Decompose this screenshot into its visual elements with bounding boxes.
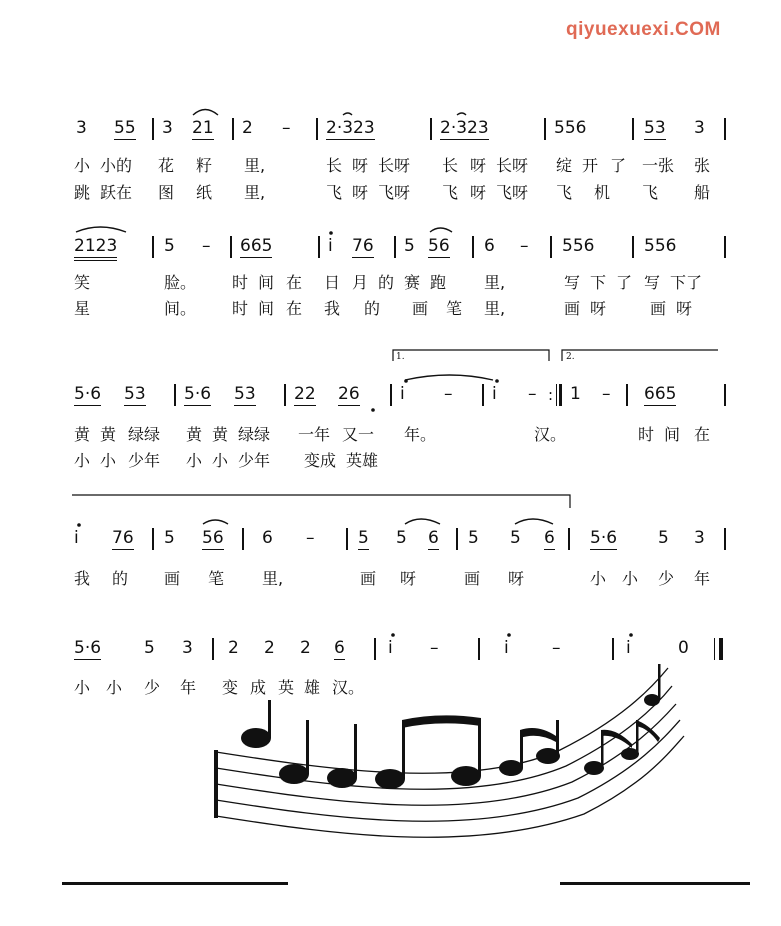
lyric: 小	[212, 451, 229, 470]
lyric: 纸	[196, 183, 213, 202]
note: i	[400, 384, 405, 404]
lyric: 的	[112, 569, 129, 588]
note: 56	[202, 528, 224, 548]
lyric: 一年	[298, 425, 331, 444]
lyric: 间	[664, 425, 681, 444]
lyric: 里,	[484, 273, 506, 292]
note: i	[74, 528, 79, 548]
note: i	[492, 384, 497, 404]
lyric: 绽	[556, 156, 573, 175]
lyric: 飞	[442, 183, 459, 202]
note: 5	[358, 528, 369, 548]
lyric: 跃在	[100, 183, 133, 202]
lyric: 笔	[446, 299, 463, 318]
music-note-head	[451, 766, 481, 786]
octave-dot	[404, 379, 408, 383]
lyric: 间	[258, 299, 275, 318]
lyric: 画	[564, 299, 581, 318]
note: 76	[352, 236, 374, 256]
slur	[430, 228, 452, 232]
lyric: 绿绿	[128, 425, 161, 444]
octave-dot	[391, 633, 395, 637]
lyric: 小	[106, 678, 123, 697]
lyric: 小	[74, 156, 91, 175]
lyric: 星	[74, 299, 91, 318]
lyric: 英雄	[346, 451, 379, 470]
note: 665	[644, 384, 677, 404]
note: 26	[338, 384, 360, 404]
volta-2-label: 2.	[566, 352, 575, 362]
lyric: 汉。	[534, 425, 567, 444]
note: 6	[262, 528, 273, 548]
lyric: 绿绿	[238, 425, 271, 444]
note: 2	[242, 118, 253, 138]
octave-dot	[495, 379, 499, 383]
lyric: 画	[164, 569, 181, 588]
note: 5·6	[74, 384, 102, 404]
note: 76	[112, 528, 134, 548]
lyric: 时	[232, 299, 249, 318]
lyric: 里,	[484, 299, 506, 318]
note: 5	[144, 638, 155, 658]
note: 53	[644, 118, 666, 138]
lyric: 飞呀	[378, 183, 411, 202]
dash: –	[430, 638, 439, 658]
lyric: 画	[650, 299, 667, 318]
note: 556	[554, 118, 587, 138]
lyric: 了	[610, 156, 627, 175]
dash: –	[552, 638, 561, 658]
lyric: 月	[352, 273, 369, 292]
lyric: 雄	[304, 678, 321, 697]
lyric: 了	[616, 273, 633, 292]
music-note-head	[375, 769, 405, 789]
music-note-head	[279, 764, 309, 784]
slur	[457, 113, 466, 115]
note: 5·6	[184, 384, 212, 404]
note: 6	[544, 528, 555, 548]
lyric: 笑	[74, 273, 91, 292]
note: 2	[264, 638, 275, 658]
volta-1-bracket	[393, 350, 549, 361]
lyric: 年。	[404, 425, 437, 444]
lyric: 图	[158, 183, 175, 202]
lyric: 里,	[244, 156, 266, 175]
octave-dot-low	[371, 408, 375, 412]
note: 2123	[74, 236, 117, 261]
lyric: 间。	[164, 299, 197, 318]
bracket-line	[72, 495, 570, 508]
slur	[203, 520, 228, 524]
note: 2	[300, 638, 311, 658]
note: 5	[510, 528, 521, 548]
lyric: 呀	[676, 299, 693, 318]
lyric: 飞	[642, 183, 659, 202]
lyric: 下	[590, 273, 607, 292]
dash: –	[282, 118, 291, 138]
lyric: 黄	[100, 425, 117, 444]
lyric: 写	[564, 273, 581, 292]
note: i	[388, 638, 393, 658]
lyric: 变成	[304, 451, 337, 470]
lyric: 小	[74, 451, 91, 470]
note: 5	[164, 528, 175, 548]
lyric: 呀	[352, 156, 369, 175]
lyric: 里,	[244, 183, 266, 202]
note: 5	[468, 528, 479, 548]
octave-dot	[507, 633, 511, 637]
repeat-end-sign: :	[550, 384, 562, 406]
lyric: 年	[180, 678, 197, 697]
lyric: 开	[582, 156, 599, 175]
lyric: 黄	[186, 425, 203, 444]
note: 5·6	[74, 638, 102, 658]
lyric: 小	[74, 678, 91, 697]
lyric: 少年	[128, 451, 161, 470]
lyric: 在	[286, 299, 303, 318]
note: 3	[182, 638, 193, 658]
note: 6	[428, 528, 439, 548]
lyric: 小的	[100, 156, 133, 175]
lyric: 我	[74, 569, 91, 588]
dash: –	[202, 236, 211, 256]
note: 56	[428, 236, 450, 256]
music-note-head	[499, 760, 523, 776]
staff-lines	[216, 668, 684, 837]
note: 21	[192, 118, 214, 138]
note: 556	[562, 236, 595, 256]
octave-dot	[629, 633, 633, 637]
volta-2-bracket	[562, 350, 718, 361]
note: 1	[570, 384, 581, 404]
lyric: 在	[694, 425, 711, 444]
octave-dot	[77, 523, 81, 527]
note: 0	[678, 638, 689, 658]
lyric: 脸。	[164, 273, 197, 292]
lyric: 籽	[196, 156, 213, 175]
lyric: 在	[286, 273, 303, 292]
lyric: 跑	[430, 273, 447, 292]
lyric: 间	[258, 273, 275, 292]
high-octave-dots	[77, 231, 633, 637]
footer-rule-right	[560, 882, 750, 885]
lyric: 长	[442, 156, 459, 175]
footer-rule-left	[62, 882, 288, 885]
dash: –	[520, 236, 529, 256]
note: i	[626, 638, 631, 658]
lyric: 英	[278, 678, 295, 697]
dash: –	[444, 384, 453, 404]
dash: –	[602, 384, 611, 404]
slur	[405, 519, 440, 524]
lyric: 跳	[74, 183, 91, 202]
note: i	[504, 638, 509, 658]
note: 3	[694, 528, 705, 548]
dash: –	[306, 528, 315, 548]
note: i	[328, 236, 333, 256]
lyric: 张	[694, 156, 711, 175]
note: 3	[162, 118, 173, 138]
lyric: 呀	[400, 569, 417, 588]
lyric: 花	[158, 156, 175, 175]
lyric: 时	[638, 425, 655, 444]
lyric: 呀	[508, 569, 525, 588]
lyric: 我	[324, 299, 341, 318]
note: 5	[404, 236, 415, 256]
slurs	[76, 110, 553, 525]
lyric: 黄	[74, 425, 91, 444]
lyric: 小	[186, 451, 203, 470]
lyric: 时	[232, 273, 249, 292]
lyric: 又一	[342, 425, 375, 444]
lyric: 黄	[212, 425, 229, 444]
note: 5	[164, 236, 175, 256]
lyric: 赛	[404, 273, 421, 292]
lyric: 一张	[642, 156, 675, 175]
beam	[402, 715, 481, 728]
note: 2·323	[440, 118, 489, 138]
lyric: 年	[694, 569, 711, 588]
lyric: 少年	[238, 451, 271, 470]
note: 3	[76, 118, 87, 138]
lyric: 下了	[670, 273, 703, 292]
lyric: 长呀	[496, 156, 529, 175]
lyric: 小	[590, 569, 607, 588]
watermark-logo: qiyuexuexi.COM	[566, 19, 721, 40]
volta-brackets	[393, 350, 718, 361]
lyric: 呀	[470, 183, 487, 202]
lyric: 的	[364, 299, 381, 318]
lyric: 里,	[262, 569, 284, 588]
dash: –	[528, 384, 537, 404]
lyric: 飞呀	[496, 183, 529, 202]
music-note-head	[327, 768, 357, 788]
slur	[76, 227, 126, 232]
lyric: 呀	[352, 183, 369, 202]
lyric: 写	[644, 273, 661, 292]
lyric: 船	[694, 183, 711, 202]
lyric: 成	[250, 678, 267, 697]
section-bracket	[72, 495, 570, 508]
lyric: 画	[412, 299, 429, 318]
slur	[193, 110, 218, 116]
note: 6	[484, 236, 495, 256]
note: 5·6	[590, 528, 618, 548]
lyric: 长	[326, 156, 343, 175]
lyric: 的	[378, 273, 395, 292]
lyric: 少	[144, 678, 161, 697]
lyric: 画	[464, 569, 481, 588]
note: 53	[234, 384, 256, 404]
note: 2·323	[326, 118, 375, 138]
note: 53	[124, 384, 146, 404]
music-notes	[241, 664, 661, 789]
music-note-head	[241, 728, 271, 748]
lyric: 汉。	[332, 678, 365, 697]
volta-1-label: 1.	[396, 352, 405, 362]
note: 556	[644, 236, 677, 256]
decorative-music-staff-image	[214, 664, 684, 837]
octave-dot	[329, 231, 333, 235]
note: 5	[658, 528, 669, 548]
lyric: 呀	[590, 299, 607, 318]
note: 2	[228, 638, 239, 658]
lyric: 变	[222, 678, 239, 697]
note: 3	[694, 118, 705, 138]
lyric: 日	[324, 273, 341, 292]
note: 55	[114, 118, 136, 138]
slur	[405, 375, 493, 380]
slur	[515, 519, 553, 524]
note: 22	[294, 384, 316, 404]
lyric: 少	[658, 569, 675, 588]
lyric: 小	[100, 451, 117, 470]
note: 5	[396, 528, 407, 548]
lyric: 长呀	[378, 156, 411, 175]
music-note-head	[644, 694, 660, 706]
lyric: 笔	[208, 569, 225, 588]
slur	[343, 113, 352, 115]
note: 6	[334, 638, 345, 658]
lyric: 飞	[556, 183, 573, 202]
lyric: 飞	[326, 183, 343, 202]
lyric: 机	[594, 183, 611, 202]
lyric: 呀	[470, 156, 487, 175]
lyric: 画	[360, 569, 377, 588]
note: 665	[240, 236, 273, 256]
lyric: 小	[622, 569, 639, 588]
